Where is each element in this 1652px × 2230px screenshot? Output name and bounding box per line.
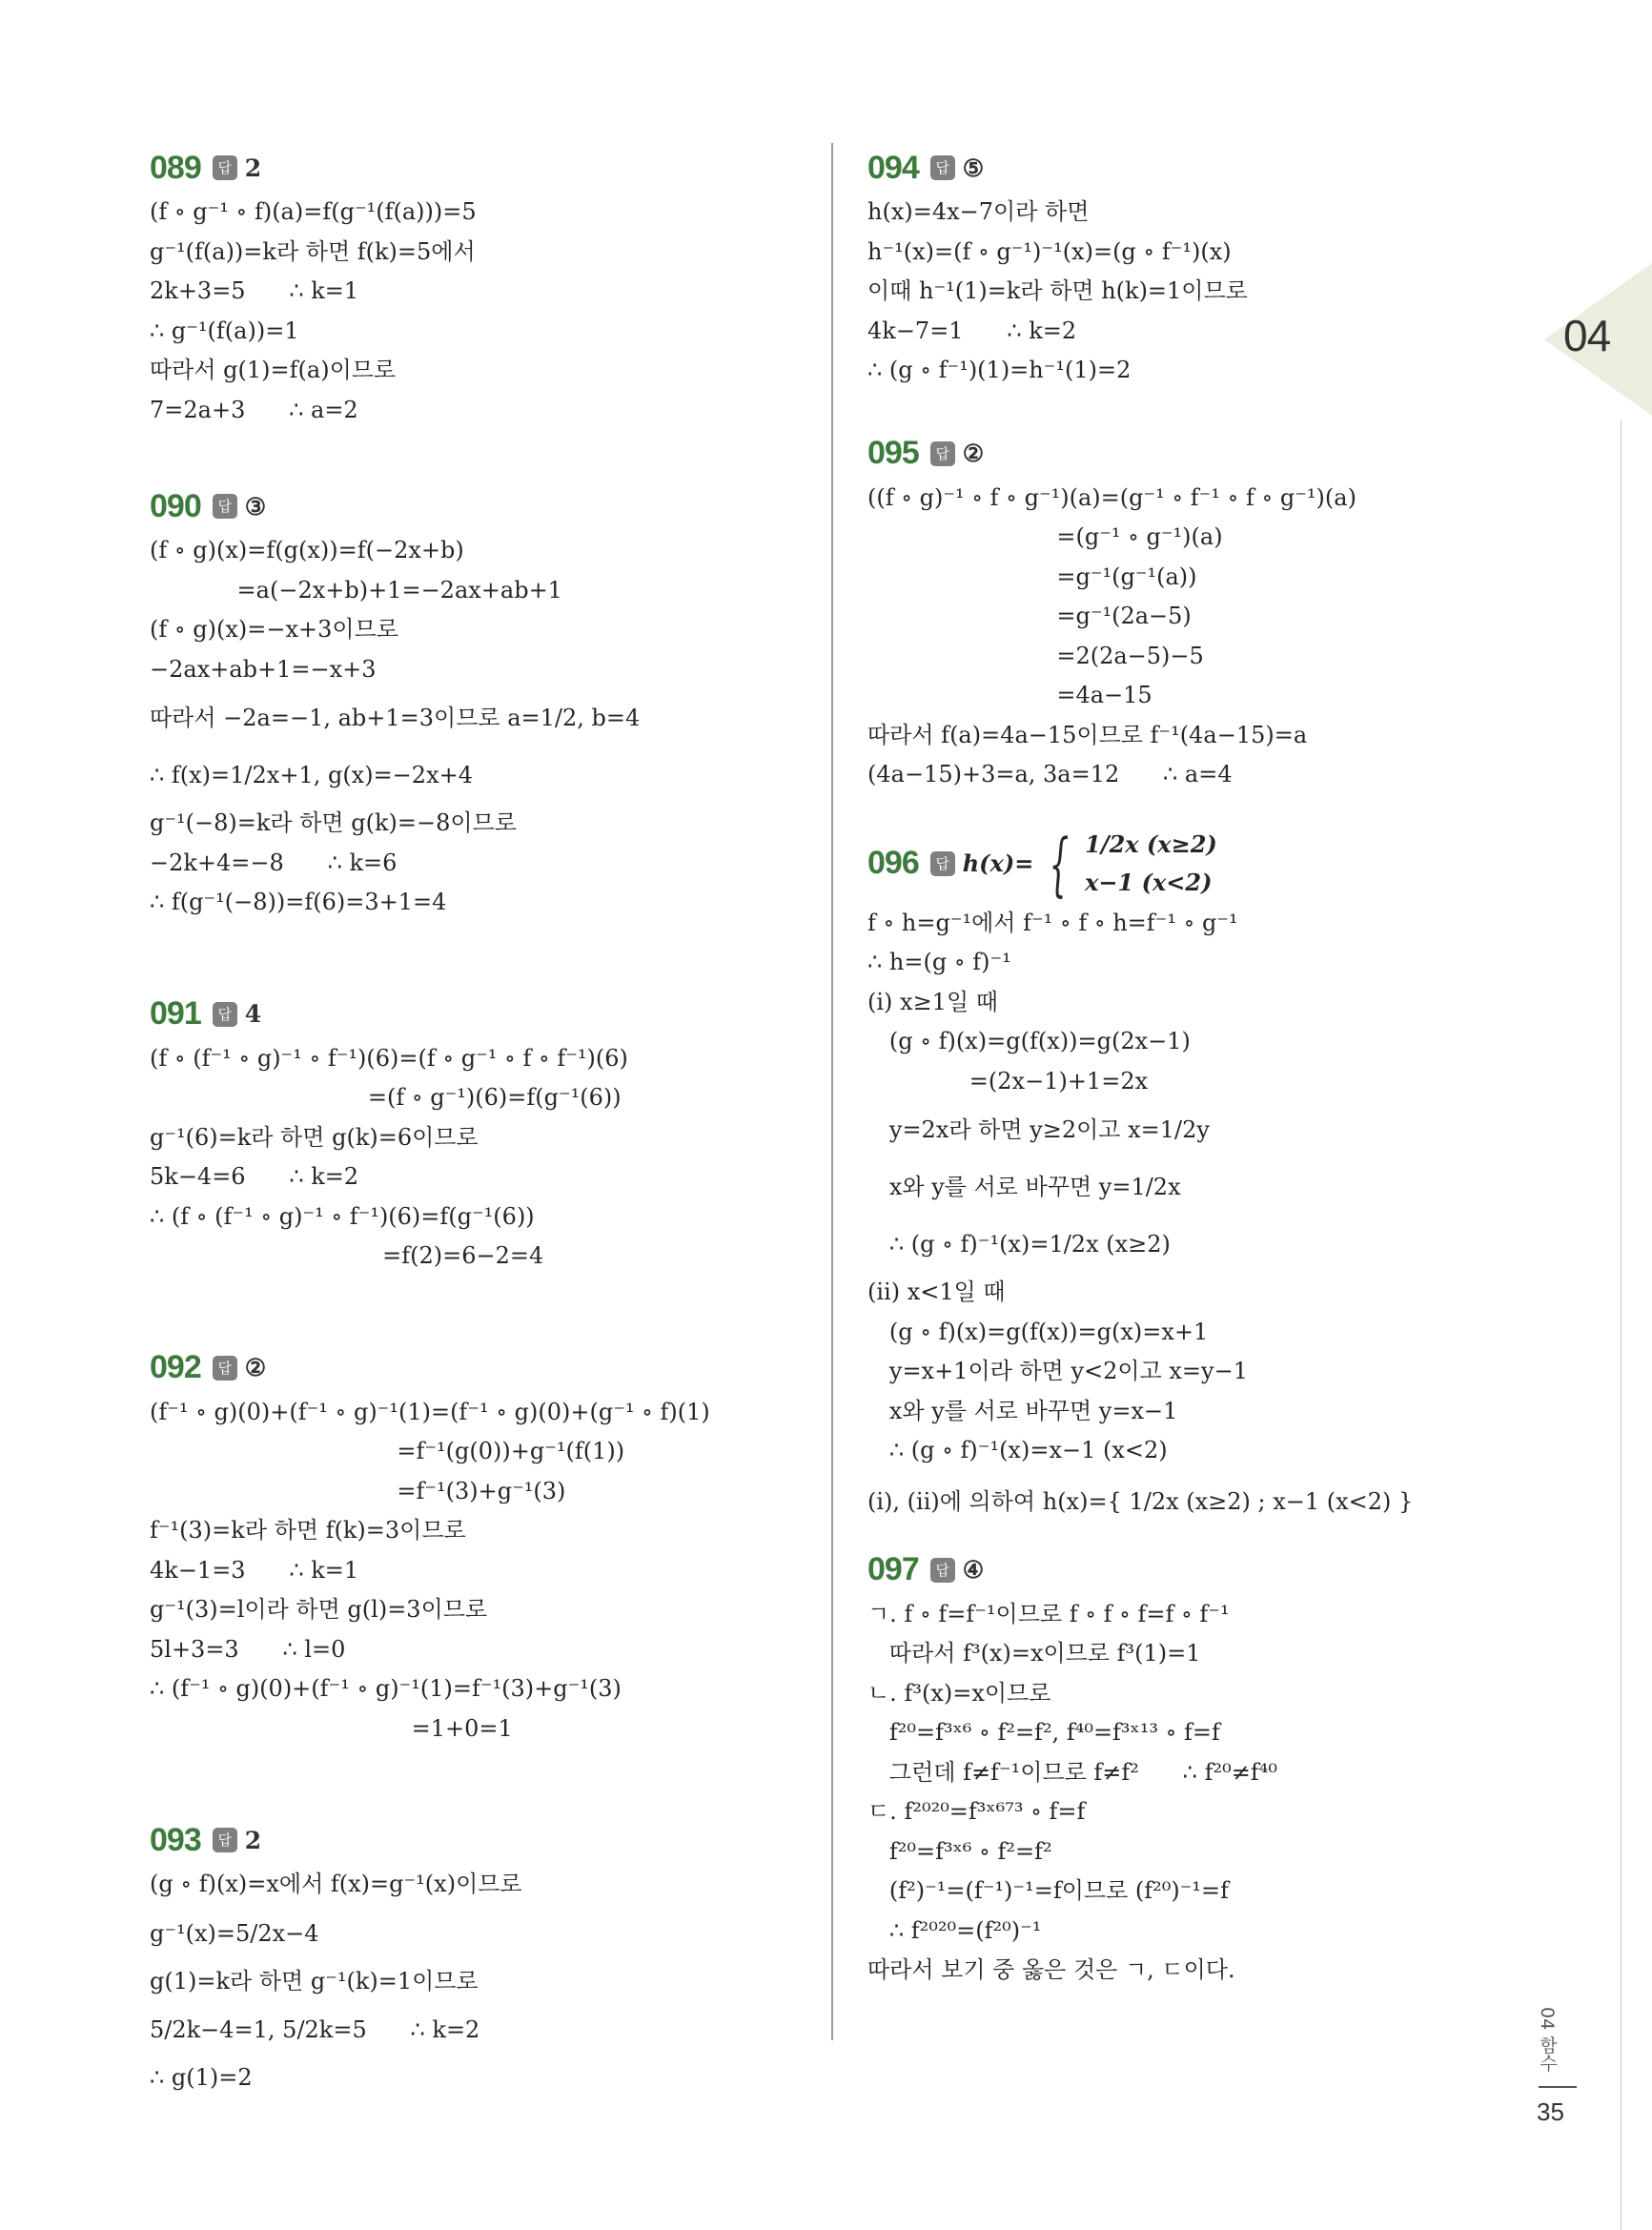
solution-line: (f²)⁻¹=(f⁻¹)⁻¹=f이므로 (f²⁰)⁻¹=f bbox=[867, 1877, 1230, 1904]
solution-line: =(2x−1)+1=2x bbox=[867, 1067, 1149, 1095]
answer-value: ③ bbox=[244, 492, 267, 521]
answer-prefix: h(x)= bbox=[962, 849, 1034, 877]
problem-093 bbox=[150, 1815, 817, 2098]
answer-badge: 답 bbox=[213, 1002, 237, 1027]
solution-line: g(1)=k라 하면 g⁻¹(k)=1이므로 bbox=[150, 1967, 479, 1995]
problem-090 bbox=[150, 481, 817, 923]
solution-line: (ⅱ) x<1일 때 bbox=[867, 1279, 1006, 1305]
left-column bbox=[150, 143, 817, 2098]
solution-line: 4k−7=1 ∴ k=2 bbox=[867, 317, 1077, 344]
problem-092 bbox=[150, 1343, 817, 1749]
answer-piecewise bbox=[962, 823, 1217, 904]
solution-line: 5/2k−4=1, 5/2k=5 ∴ k=2 bbox=[150, 2016, 480, 2043]
solution-line: h⁻¹(x)=(f ∘ g⁻¹)⁻¹(x)=(g ∘ f⁻¹)(x) bbox=[867, 237, 1232, 265]
solution-line: 이때 h⁻¹(1)=k라 하면 h(k)=1이므로 bbox=[867, 277, 1248, 304]
problem-number: 094 bbox=[867, 149, 919, 186]
solution-line: ∴ h=(g ∘ f)⁻¹ bbox=[867, 949, 1011, 975]
solution-line: 따라서 f(a)=4a−15이므로 f⁻¹(4a−15)=a bbox=[867, 721, 1308, 748]
solution-line: 5l+3=3 ∴ l=0 bbox=[150, 1635, 346, 1663]
solution-line: ∴ f²⁰²⁰=(f²⁰)⁻¹ bbox=[867, 1916, 1042, 1944]
solution-line: (f⁻¹ ∘ g)(0)+(f⁻¹ ∘ g)⁻¹(1)=(f⁻¹ ∘ g)(0)+(g⁻¹ ∘ f)(1) bbox=[150, 1398, 710, 1425]
problem-number: 092 bbox=[150, 1349, 201, 1385]
solution-line: ∴ g⁻¹(f(a))=1 bbox=[150, 317, 299, 344]
solution-line: =4a−15 bbox=[867, 682, 1152, 708]
solution-line: 따라서 g(1)=f(a)이므로 bbox=[150, 357, 397, 383]
answer-badge: 답 bbox=[213, 1356, 237, 1381]
solution-line: (4a−15)+3=a, 3a=12 ∴ a=4 bbox=[867, 761, 1233, 788]
solution-line: g⁻¹(−8)=k라 하면 g(k)=−8이므로 bbox=[150, 809, 517, 836]
solution-line: g⁻¹(x)=5/2x−4 bbox=[150, 1919, 319, 1947]
solution-line: ∴ g(1)=2 bbox=[150, 2064, 253, 2091]
solution-line: ∴ f(x)=1/2x+1, g(x)=−2x+4 bbox=[150, 762, 473, 788]
problem-number: 089 bbox=[150, 149, 201, 186]
answer-badge: 답 bbox=[213, 494, 237, 519]
solution-line: g⁻¹(6)=k라 하면 g(k)=6이므로 bbox=[150, 1123, 479, 1151]
solution-line: 2k+3=5 ∴ k=1 bbox=[150, 277, 359, 304]
answer-value: ② bbox=[962, 440, 985, 467]
solution-line: x와 y를 서로 바꾸면 y=x−1 bbox=[867, 1397, 1178, 1424]
solution-line: −2ax+ab+1=−x+3 bbox=[150, 655, 377, 683]
solution-line: 따라서 보기 중 옳은 것은 ㄱ, ㄷ이다. bbox=[867, 1956, 1235, 1983]
solution-line: f²⁰=f³ˣ⁶ ∘ f²=f² bbox=[867, 1837, 1052, 1865]
solution-line: y=2x라 하면 y≥2이고 x=1/2y bbox=[867, 1116, 1210, 1143]
answer-badge: 답 bbox=[213, 155, 237, 180]
solution-line: =g⁻¹(2a−5) bbox=[867, 603, 1192, 629]
solution-line: (g ∘ f)(x)=x에서 f(x)=g⁻¹(x)이므로 bbox=[150, 1871, 522, 1897]
answer-badge: 답 bbox=[213, 1828, 237, 1852]
answer-value: 4 bbox=[244, 1000, 262, 1028]
solution-line: =f⁻¹(3)+g⁻¹(3) bbox=[150, 1477, 566, 1504]
problem-096 bbox=[867, 823, 1414, 1532]
page-number-rule bbox=[1539, 2086, 1577, 2088]
problem-number: 096 bbox=[867, 845, 919, 881]
solution-line: (f ∘ g)(x)=−x+3이므로 bbox=[150, 616, 398, 643]
answer-value: ② bbox=[244, 1354, 267, 1381]
problem-number: 095 bbox=[867, 435, 919, 471]
solution-line: =f⁻¹(g(0))+g⁻¹(f(1)) bbox=[150, 1438, 625, 1464]
solution-line: =a(−2x+b)+1=−2ax+ab+1 bbox=[150, 576, 562, 604]
solution-line: ∴ (g ∘ f⁻¹)(1)=h⁻¹(1)=2 bbox=[867, 357, 1132, 383]
chapter-tab-number: 04 bbox=[1563, 311, 1611, 360]
answer-value: 2 bbox=[244, 1826, 262, 1854]
solution-line: ∴ (f ∘ (f⁻¹ ∘ g)⁻¹ ∘ f⁻¹)(6)=f(g⁻¹(6)) bbox=[150, 1202, 535, 1230]
solution-line: =g⁻¹(g⁻¹(a)) bbox=[867, 563, 1197, 590]
solution-line: g⁻¹(3)=l이라 하면 g(l)=3이므로 bbox=[150, 1596, 488, 1623]
solution-line: ∴ f(g⁻¹(−8))=f(6)=3+1=4 bbox=[150, 889, 447, 915]
solution-line: f²⁰=f³ˣ⁶ ∘ f²=f², f⁴⁰=f³ˣ¹³ ∘ f=f bbox=[867, 1719, 1220, 1746]
solution-line: (f ∘ g)(x)=f(g(x))=f(−2x+b) bbox=[150, 537, 464, 563]
problem-number: 091 bbox=[150, 995, 201, 1032]
solution-line: =f(2)=6−2=4 bbox=[150, 1242, 544, 1269]
solution-line: ㄷ. f²⁰²⁰=f³ˣ⁶⁷³ ∘ f=f bbox=[867, 1798, 1086, 1825]
solution-line: 5k−4=6 ∴ k=2 bbox=[150, 1163, 359, 1190]
solution-line: (g ∘ f)(x)=g(f(x))=g(x)=x+1 bbox=[867, 1318, 1209, 1345]
solution-line: (ⅰ) x≥1일 때 bbox=[867, 988, 998, 1015]
solution-line: f ∘ h=g⁻¹에서 f⁻¹ ∘ f ∘ h=f⁻¹ ∘ g⁻¹ bbox=[867, 909, 1238, 936]
solution-line: 7=2a+3 ∴ a=2 bbox=[150, 396, 358, 423]
problem-091 bbox=[150, 990, 817, 1277]
problem-089 bbox=[150, 143, 817, 430]
solution-line: =(g⁻¹ ∘ g⁻¹)(a) bbox=[867, 523, 1223, 550]
right-column bbox=[867, 143, 1414, 1991]
solution-line: =(f ∘ g⁻¹)(6)=f(g⁻¹(6)) bbox=[150, 1084, 622, 1111]
solution-line: ∴ (f⁻¹ ∘ g)(0)+(f⁻¹ ∘ g)⁻¹(1)=f⁻¹(3)+g⁻¹(3) bbox=[150, 1675, 622, 1702]
solution-line: ㄴ. f³(x)=x이므로 bbox=[867, 1679, 1051, 1707]
problem-094 bbox=[867, 143, 1401, 391]
solution-line: 4k−1=3 ∴ k=1 bbox=[150, 1556, 359, 1584]
solution-line: y=x+1이라 하면 y<2이고 x=y−1 bbox=[867, 1358, 1248, 1384]
solution-line: 따라서 f³(x)=x이므로 f³(1)=1 bbox=[867, 1640, 1201, 1667]
solution-line: =1+0=1 bbox=[150, 1714, 513, 1742]
problem-number: 090 bbox=[150, 487, 201, 524]
answer-case: x−1 (x<2) bbox=[1085, 868, 1213, 896]
problem-095 bbox=[867, 429, 1401, 795]
answer-badge: 답 bbox=[930, 851, 955, 876]
solution-line: ((f ∘ g)⁻¹ ∘ f ∘ g⁻¹)(a)=(g⁻¹ ∘ f⁻¹ ∘ f ∘ g⁻¹)(a) bbox=[867, 483, 1356, 511]
solution-line: x와 y를 서로 바꾸면 y=1/2x bbox=[867, 1174, 1181, 1200]
left-brace-icon: { bbox=[1049, 823, 1070, 904]
solution-line: (ⅰ), (ⅱ)에 의하여 h(x)={ 1/2x (x≥2) ; x−1 (x<2) } bbox=[867, 1487, 1414, 1515]
answer-value: ④ bbox=[962, 1556, 985, 1584]
answer-value: ⑤ bbox=[962, 153, 985, 182]
solution-line: h(x)=4x−7이라 하면 bbox=[867, 198, 1090, 225]
answer-case: 1/2x (x≥2) bbox=[1085, 829, 1217, 858]
solution-line: 그런데 f≠f⁻¹이므로 f≠f² ∴ f²⁰≠f⁴⁰ bbox=[867, 1758, 1277, 1786]
solution-line: −2k+4=−8 ∴ k=6 bbox=[150, 849, 398, 876]
page-number: 35 bbox=[1537, 2097, 1564, 2126]
column-divider bbox=[831, 143, 833, 2040]
solution-line: g⁻¹(f(a))=k라 하면 f(k)=5에서 bbox=[150, 237, 476, 265]
answer-value: 2 bbox=[244, 153, 262, 182]
answer-badge: 답 bbox=[930, 155, 955, 180]
solution-line: (g ∘ f)(x)=g(f(x))=g(2x−1) bbox=[867, 1028, 1191, 1054]
chapter-label: 04 함수 bbox=[1537, 2007, 1558, 2073]
solution-line: ∴ (g ∘ f)⁻¹(x)=x−1 (x<2) bbox=[867, 1437, 1168, 1463]
problem-number: 097 bbox=[867, 1551, 919, 1587]
solution-line: ㄱ. f ∘ f=f⁻¹이므로 f ∘ f ∘ f=f ∘ f⁻¹ bbox=[867, 1600, 1230, 1627]
solution-line: f⁻¹(3)=k라 하면 f(k)=3이므로 bbox=[150, 1517, 466, 1544]
solution-line: 따라서 −2a=−1, ab+1=3이므로 a=1/2, b=4 bbox=[150, 705, 641, 731]
solution-line: (f ∘ g⁻¹ ∘ f)(a)=f(g⁻¹(f(a)))=5 bbox=[150, 198, 477, 225]
solution-line: ∴ (g ∘ f)⁻¹(x)=1/2x (x≥2) bbox=[867, 1231, 1171, 1258]
answer-badge: 답 bbox=[930, 441, 955, 466]
solution-line: =2(2a−5)−5 bbox=[867, 642, 1204, 669]
solution-line: (f ∘ (f⁻¹ ∘ g)⁻¹ ∘ f⁻¹)(6)=(f ∘ g⁻¹ ∘ f ∘ f⁻¹)(6) bbox=[150, 1044, 628, 1072]
answer-badge: 답 bbox=[930, 1558, 955, 1583]
problem-number: 093 bbox=[150, 1821, 201, 1858]
problem-097 bbox=[867, 1545, 1401, 1991]
